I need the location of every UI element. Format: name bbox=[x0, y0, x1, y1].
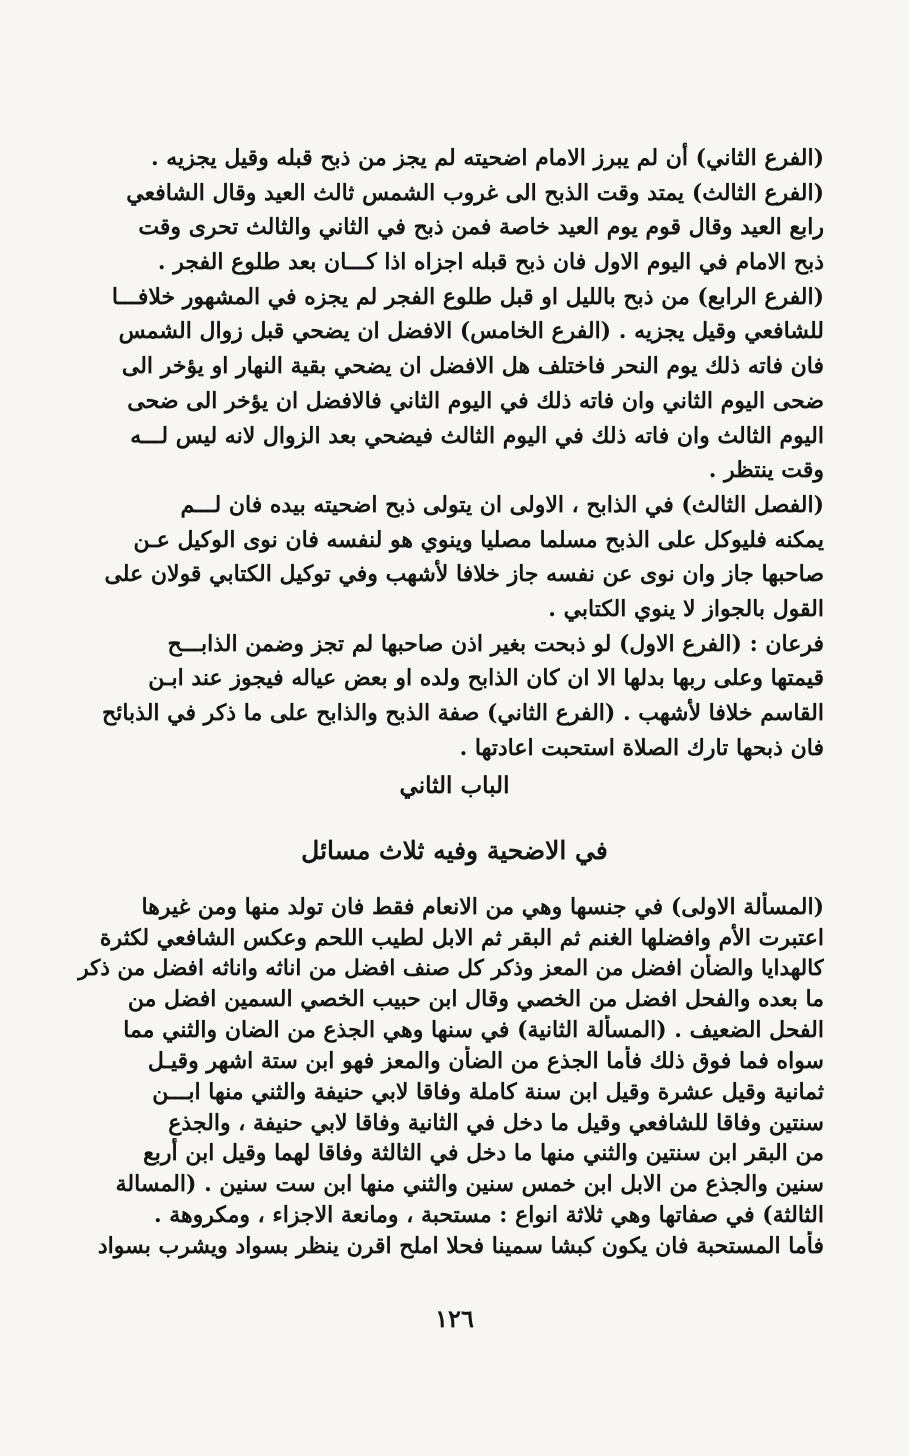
bottom-text-block bbox=[74, 892, 824, 1262]
text-line: (الفرع الثاني) أن لم يبرز الامام اضحيته لم يجز من ذبح قبله وقيل يجزيه . bbox=[150, 145, 824, 171]
text-line: فرعان : (الفرع الاول) لو ذبحت بغير اذن صاحبها لم تجز وضمن الذابـــح bbox=[167, 630, 824, 657]
text-line: اعتبرت الأم وافضلها الغنم ثم البقر ثم الابل لطيب اللحم وعكس الشافعي لكثرة bbox=[99, 924, 824, 951]
text-line: (الفرع الرابع) من ذبح بالليل او قبل طلوع الفجر لم يجزه في المشهور خلافـــا bbox=[111, 283, 824, 310]
text-line: اليوم الثالث وان فاته ذلك في اليوم الثالث فيضحي بعد الزوال لانه ليس لـــه bbox=[130, 422, 824, 449]
text-line: للشافعي وقيل يجزيه . (الفرع الخامس) الافضل ان يضحي قبل زوال الشمس bbox=[118, 318, 824, 345]
chapter-subtitle: في الاضحية وفيه ثلاث مسائل bbox=[301, 836, 608, 865]
text-line: فان فاته ذلك يوم النحر فاختلف هل الافضل ان يضحي بقية النهار او يؤخر الى bbox=[121, 353, 824, 380]
text-line: ضحى اليوم الثاني وان فاته ذلك في اليوم الثاني فالافضل ان يؤخر الى ضحى bbox=[127, 387, 824, 414]
text-line: رابع العيد وقال قوم يوم العيد خاصة فمن ذبح في الثاني والثالث تحرى وقت bbox=[138, 214, 824, 241]
text-line: من البقر ابن سنتين والثني منها ما دخل في الثالثة وفاقا لهما وقيل ابن أربع bbox=[143, 1140, 824, 1167]
text-line: كالهدايا والضأن افضل من المعز وذكر كل صنف افضل من اناثه واناثه افضل من ذكر bbox=[78, 955, 824, 981]
text-line: فان ذبحها تارك الصلاة استحبت اعادتها . bbox=[459, 734, 824, 761]
text-line: ذبح الامام في اليوم الاول فان ذبح قبله اجزاه اذا كـــان بعد طلوع الفجر . bbox=[157, 249, 824, 276]
text-line: سواه فما فوق ذلك فأما الجذع من الضأن والمعز فهو ابن ستة اشهر وقيـل bbox=[147, 1047, 824, 1074]
text-line: قيمتها وعلى ربها بدلها الا ان كان الذابح ولده او بعض عياله فيجوز عند ابـن bbox=[148, 665, 824, 692]
text-line: سنتين وفاقا للشافعي وقيل ما دخل في الثانية وفاقا لابي حنيفة ، والجذع bbox=[168, 1109, 824, 1136]
text-line: (الفصل الثالث) في الذابح ، الاولى ان يتولى ذبح اضحيته بيده فان لـــم bbox=[180, 491, 824, 518]
text-line: القول بالجواز لا ينوي الكتابي . bbox=[548, 595, 824, 622]
text-line: صاحبها جاز وان نوى عن نفسه جاز خلافا لأشهب وفي توكيل الكتابي قولان على bbox=[104, 561, 824, 588]
text-line: يمكنه فليوكل على الذبح مسلما مصليا وينوي هو لنفسه فان نوى الوكيل عـن bbox=[133, 526, 824, 553]
chapter-heading: الباب الثاني bbox=[399, 772, 510, 799]
text-line: فأما المستحبة فان يكون كبشا سمينا فحلا املح اقرن ينظر بسواد ويشرب بسواد bbox=[97, 1232, 824, 1259]
text-line: (الفرع الثالث) يمتد وقت الذبح الى غروب الشمس ثالث العيد وقال الشافعي bbox=[126, 179, 824, 206]
text-line: وقت ينتظر . bbox=[708, 457, 824, 484]
text-line: ثمانية وقيل عشرة وقيل ابن سنة كاملة وفاقا لابي حنيفة والثني منها ابـــن bbox=[152, 1078, 824, 1105]
text-line: الثالثة) في صفاتها وهي ثلاثة انواع : مستحبة ، ومانعة الاجزاء ، ومكروهة . bbox=[153, 1201, 824, 1228]
text-line: (المسألة الاولى) في جنسها وهي من الانعام فقط فان تولد منها ومن غيرها bbox=[141, 894, 824, 920]
text-line: سنين والجذع من الابل ابن خمس سنين والثني منها ابن ست سنين . (المسالة bbox=[115, 1171, 824, 1198]
top-text-block bbox=[74, 141, 824, 765]
text-line: الفحل الضعيف . (المسألة الثانية) في سنها وهي الجذع من الضان والثني مما bbox=[123, 1017, 824, 1044]
text-line: القاسم خلافا لأشهب . (الفرع الثاني) صفة الذبح والذابح على ما ذكر في الذبائح bbox=[102, 700, 824, 726]
text-line: ما بعده والفحل افضل من الخصي وقال ابن حبيب الخصي السمين افضل من bbox=[127, 986, 824, 1013]
page-number: ١٢٦ bbox=[435, 1304, 474, 1333]
